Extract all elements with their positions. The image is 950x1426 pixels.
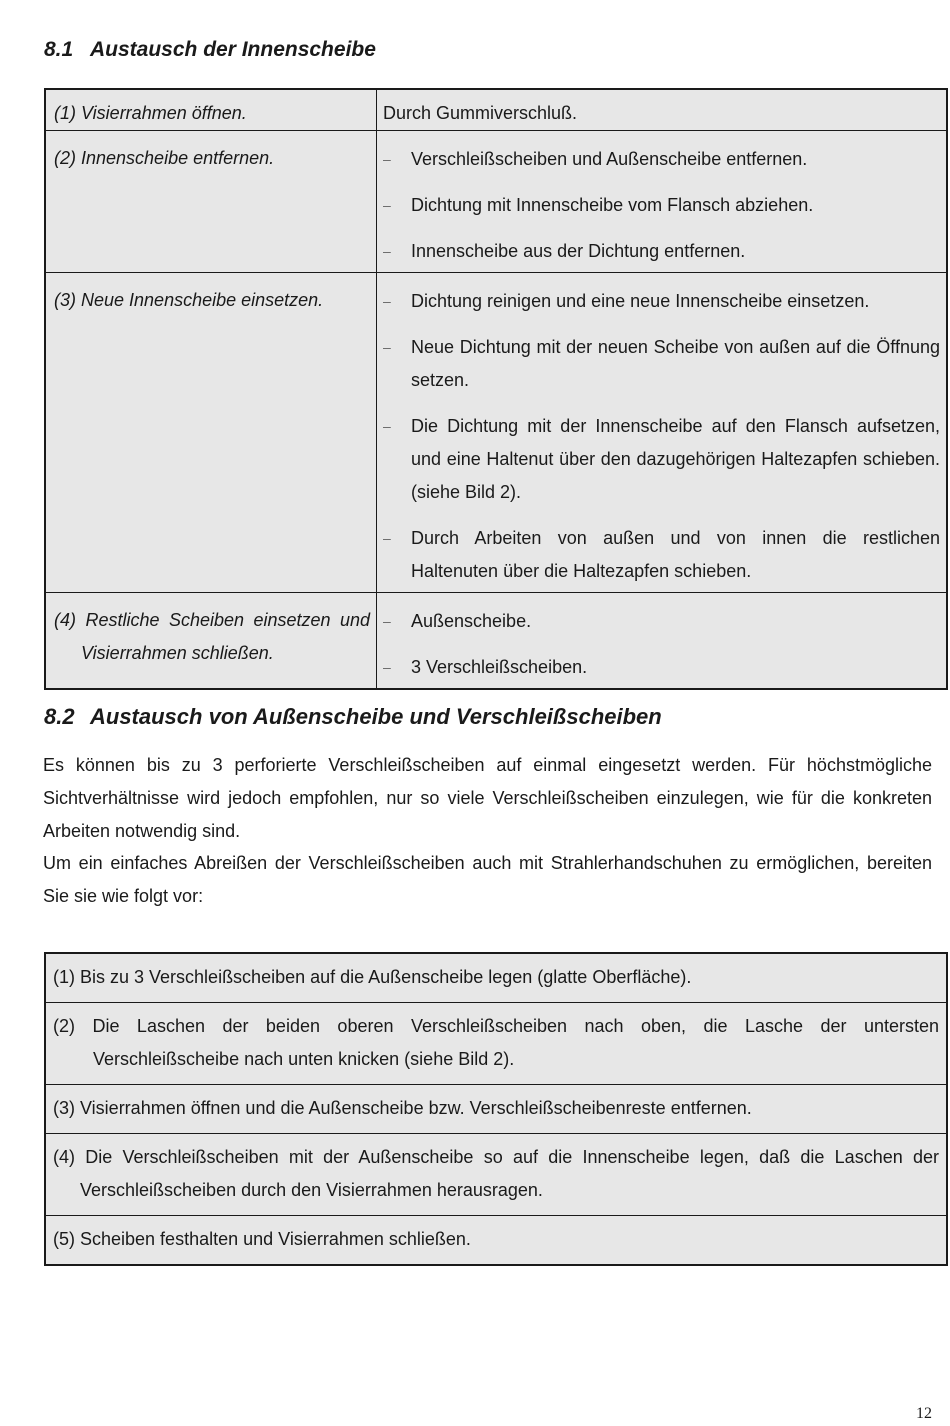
preparation-paragraph: Um ein einfaches Abreißen der Verschleißscheiben auch mit Strahlerhandschuhen zu ermöglichen, bereiten Sie sie wie folgt vor: — [43, 853, 932, 906]
dash-icon: – — [383, 613, 391, 629]
list-item — [383, 605, 940, 638]
step-label: (3) Neue Innenscheibe einsetzen. — [54, 290, 324, 310]
replace-outer-pane-table — [44, 952, 948, 1266]
table-row — [45, 273, 947, 593]
detail-cell — [377, 273, 948, 593]
step-cell — [45, 1134, 947, 1216]
table-row — [45, 953, 947, 1003]
step-cell — [45, 953, 947, 1003]
step-text: (4) Die Verschleißscheiben mit der Außenscheibe so auf die Innenscheibe legen, daß die Laschen der Verschleißscheiben durch den Visierrahmen herausragen. — [53, 1147, 939, 1200]
section-number: 8.1 — [44, 38, 74, 61]
table-row — [45, 1085, 947, 1134]
list-item-text: Die Dichtung mit der Innenscheibe auf den Flansch aufsetzen, und eine Haltenut über den dazugehörigen Haltezapfen schieben. (siehe Bild 2). — [411, 416, 940, 502]
step-text: (5) Scheiben festhalten und Visierrahmen schließen. — [53, 1229, 471, 1249]
list-item — [383, 522, 940, 588]
list-item-text: Verschleißscheiben und Außenscheibe entfernen. — [411, 149, 808, 169]
list-item-text: Innenscheibe aus der Dichtung entfernen. — [411, 241, 746, 261]
bullet-list — [383, 593, 940, 688]
list-item — [383, 331, 940, 397]
list-item-text: Durch Arbeiten von außen und von innen die restlichen Haltenuten über die Haltezapfen schieben. — [411, 528, 940, 581]
section-8-1-heading — [44, 38, 376, 62]
list-item-text: Neue Dichtung mit der neuen Scheibe von außen auf die Öffnung setzen. — [411, 337, 940, 390]
list-item — [383, 189, 940, 222]
dash-icon: – — [383, 197, 391, 213]
section-8-2-heading — [44, 704, 662, 730]
bullet-list — [383, 131, 940, 272]
step-label: (1) Visierrahmen öffnen. — [54, 103, 247, 123]
page-number: 12 — [916, 1405, 932, 1422]
step-cell — [45, 1085, 947, 1134]
step-text: (3) Visierrahmen öffnen und die Außenscheibe bzw. Verschleißscheibenreste entfernen. — [53, 1098, 752, 1118]
list-item — [383, 143, 940, 176]
step-cell — [45, 89, 377, 131]
table-row — [45, 89, 947, 131]
dash-icon: – — [383, 243, 391, 259]
step-label: (2) Innenscheibe entfernen. — [54, 148, 275, 168]
step-cell — [45, 1003, 947, 1085]
section-title: Austausch der Innenscheibe — [90, 38, 376, 61]
table-row — [45, 1003, 947, 1085]
step-cell — [45, 593, 377, 690]
dash-icon: – — [383, 659, 391, 675]
detail-text: Durch Gummiverschluß. — [383, 103, 578, 123]
table-row — [45, 593, 947, 690]
list-item-text: Dichtung mit Innenscheibe vom Flansch abziehen. — [411, 195, 814, 215]
dash-icon: – — [383, 339, 391, 355]
table-row — [45, 131, 947, 273]
list-item — [383, 410, 940, 509]
dash-icon: – — [383, 418, 391, 434]
detail-cell — [377, 89, 948, 131]
section-title: Austausch von Außenscheibe und Verschleißscheiben — [90, 704, 662, 729]
list-item — [383, 235, 940, 268]
detail-cell — [377, 593, 948, 690]
table-row — [45, 1216, 947, 1266]
table-row — [45, 1134, 947, 1216]
list-item-text: 3 Verschleißscheiben. — [411, 657, 588, 677]
dash-icon: – — [383, 530, 391, 546]
detail-cell — [377, 131, 948, 273]
bullet-list — [383, 273, 940, 592]
section-number: 8.2 — [44, 704, 75, 729]
dash-icon: – — [383, 293, 391, 309]
step-cell — [45, 273, 377, 593]
step-cell — [45, 131, 377, 273]
replace-inner-pane-table — [44, 88, 948, 690]
list-item-text: Dichtung reinigen und eine neue Innenscheibe einsetzen. — [411, 291, 870, 311]
dash-icon: – — [383, 151, 391, 167]
step-text: (1) Bis zu 3 Verschleißscheiben auf die Außenscheibe legen (glatte Oberfläche). — [53, 967, 692, 987]
list-item — [383, 285, 940, 318]
step-text: (2) Die Laschen der beiden oberen Verschleißscheiben nach oben, die Lasche der untersten Verschleißscheibe nach unten knicken (siehe Bild 2). — [53, 1016, 939, 1069]
step-cell — [45, 1216, 947, 1266]
list-item — [383, 651, 940, 684]
list-item-text: Außenscheibe. — [411, 611, 532, 631]
step-label: (4) Restliche Scheiben einsetzen und Visierrahmen schließen. — [54, 610, 370, 663]
intro-paragraph: Es können bis zu 3 perforierte Verschleißscheiben auf einmal eingesetzt werden. Für höchstmögliche Sichtverhältnisse wird jedoch empfohlen, nur so viele Verschleißscheiben einzulegen, wie für die konkreten Arbeiten notwendig sind. — [43, 755, 932, 841]
